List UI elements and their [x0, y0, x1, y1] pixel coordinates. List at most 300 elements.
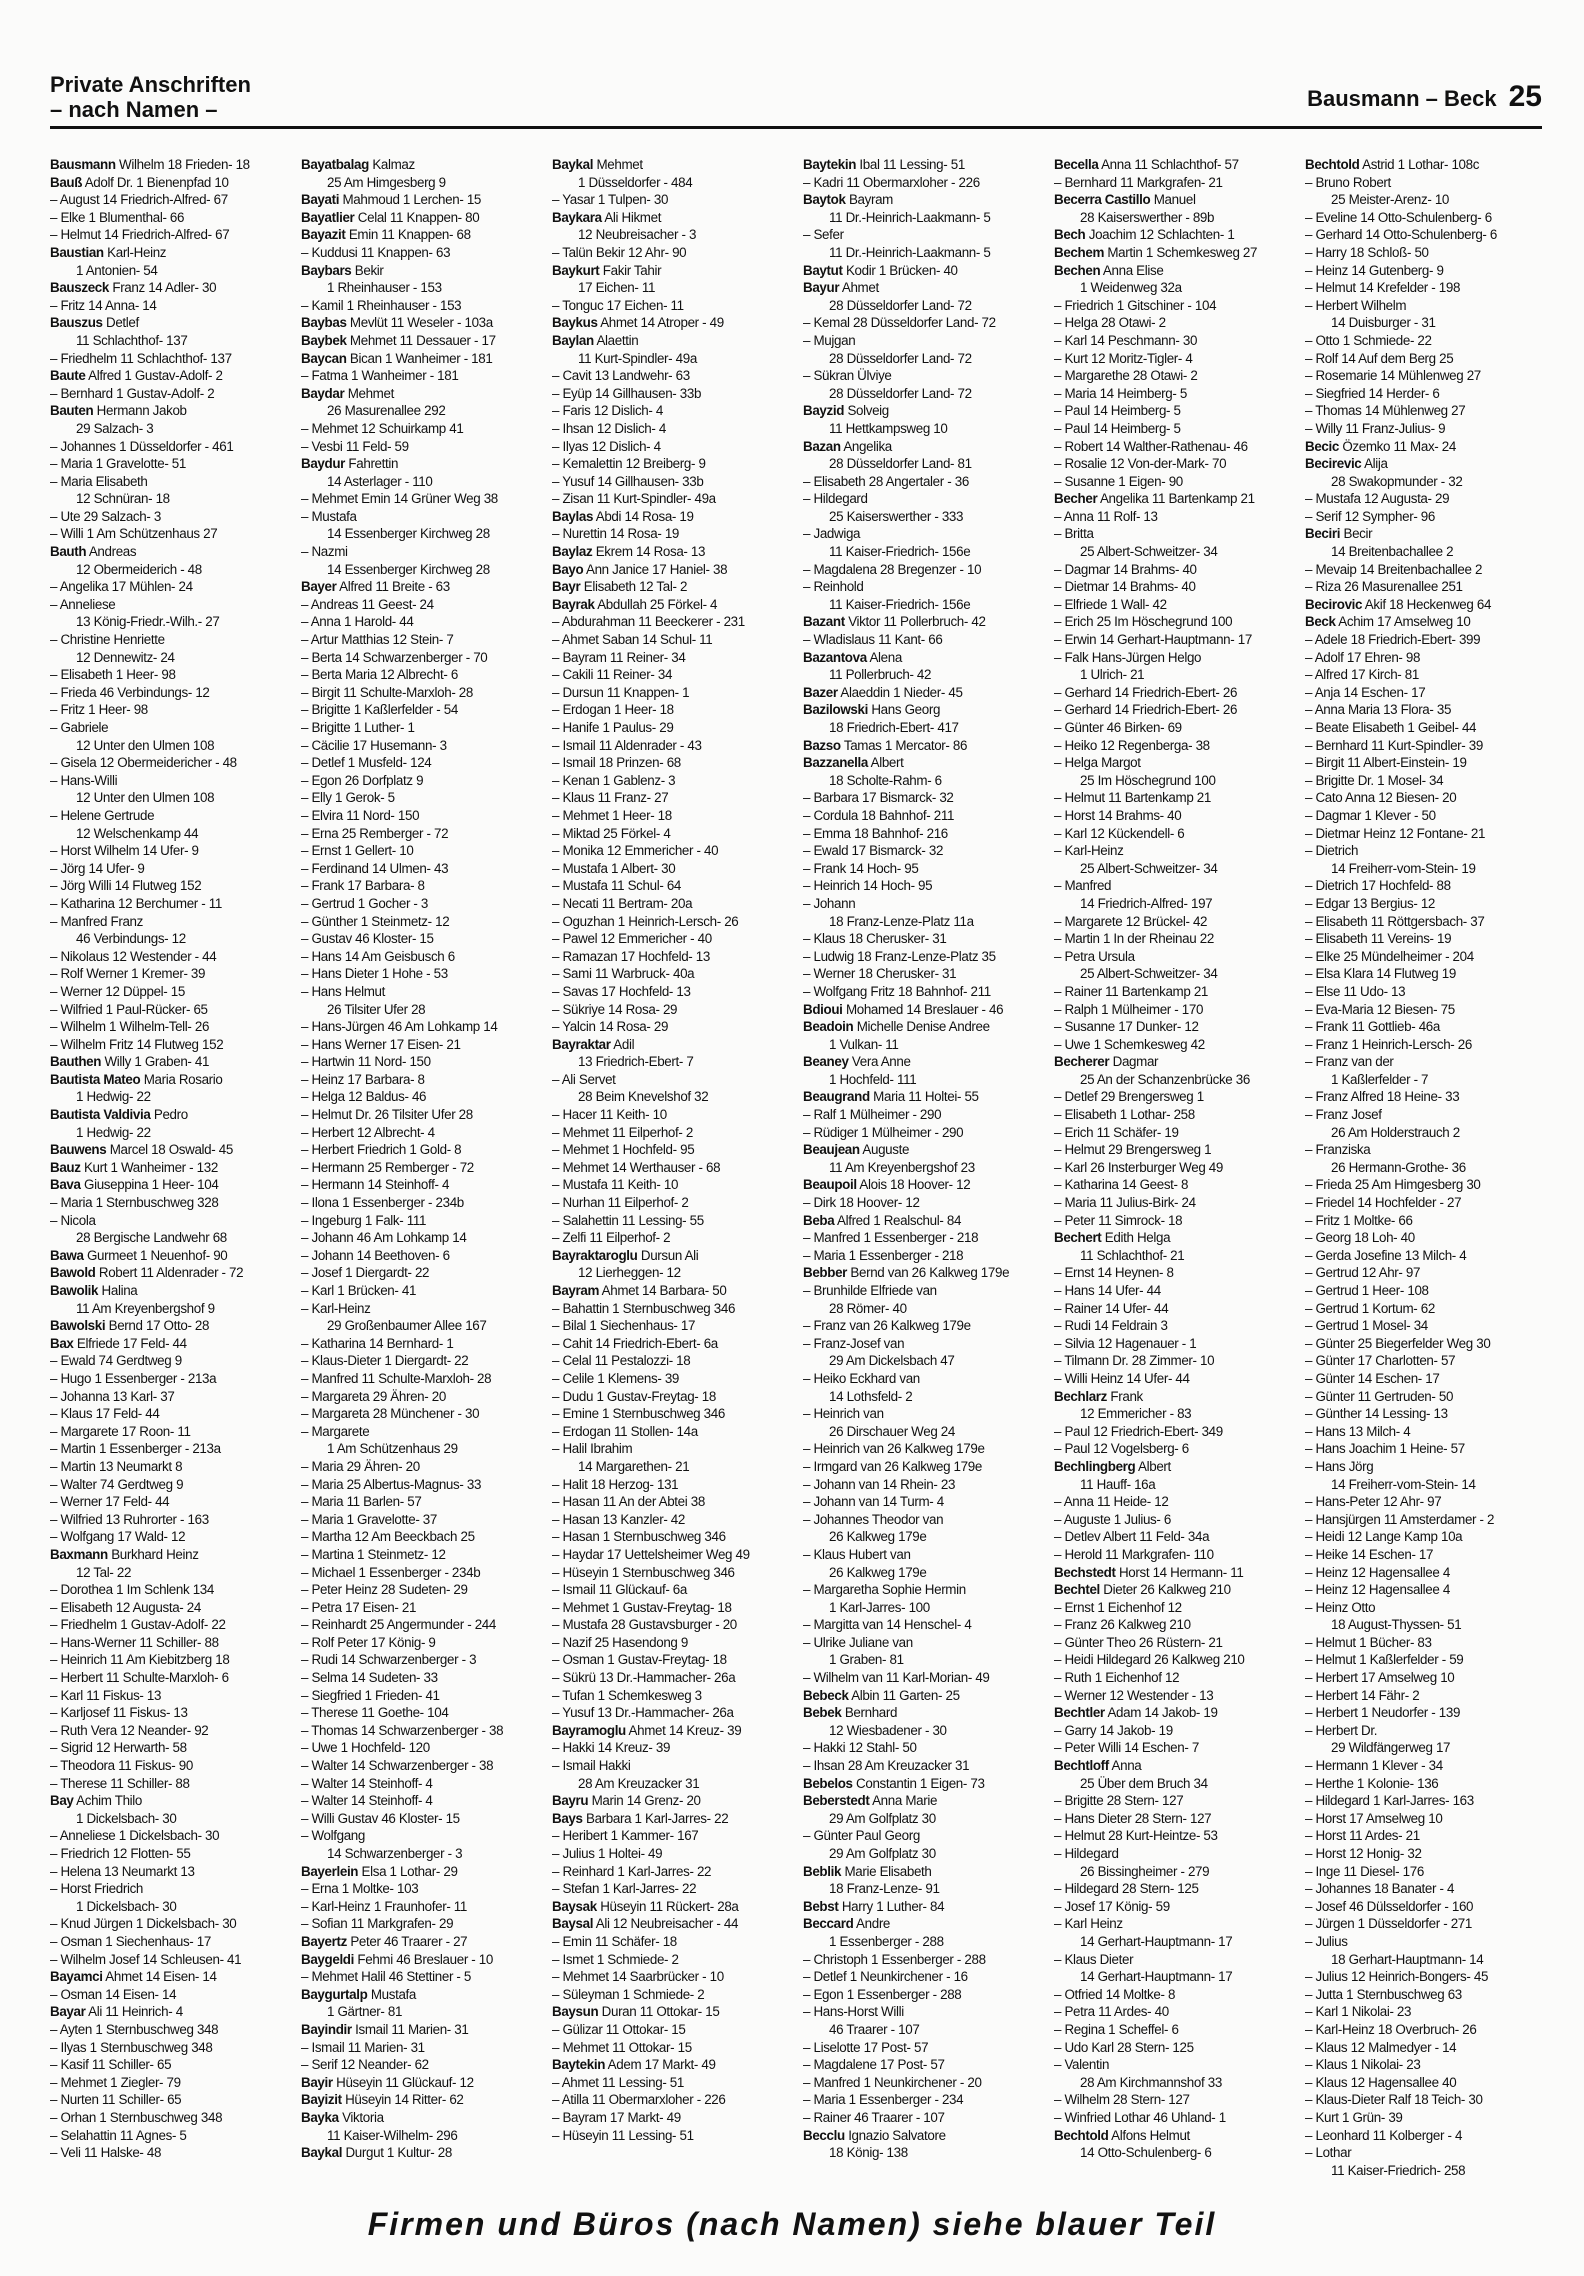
- entry-text: Elisabeth 12 Tal- 2: [583, 579, 688, 595]
- entry-text: Ahmet 14 Barbara- 50: [601, 1283, 727, 1298]
- entry-text: – Maria 1 Gravelotte- 51: [50, 456, 186, 472]
- entry-text: 28 Kaiserswerther - 89b: [1080, 209, 1215, 225]
- surname: Baykara: [552, 209, 602, 225]
- directory-entry: [1054, 1440, 1293, 1458]
- surname: Beadoin: [803, 1019, 854, 1035]
- directory-entry: [50, 1810, 289, 1828]
- directory-entry: [1305, 438, 1544, 456]
- entry-text: – Ali Servet: [552, 1071, 616, 1087]
- entry-text: Dursun Ali: [640, 1247, 699, 1263]
- entry-text: – Tonguc 17 Eichen- 11: [552, 297, 684, 313]
- directory-entry: [1305, 1053, 1544, 1071]
- entry-text: – Wolfgang: [301, 1828, 365, 1844]
- directory-entry: [50, 438, 289, 456]
- surname: Becirovic: [1305, 596, 1363, 612]
- directory-entry: [1305, 420, 1544, 438]
- entry-text: – Harry 18 Schloß- 50: [1305, 244, 1429, 260]
- entry-text: – Herbert 12 Albrecht- 4: [301, 1124, 435, 1140]
- directory-entry: [1054, 807, 1293, 825]
- entry-text: 17 Eichen- 11: [578, 280, 656, 296]
- surname: Bausmann: [50, 157, 116, 172]
- entry-text: – Hansjürgen 11 Amsterdamer - 2: [1305, 1511, 1495, 1527]
- directory-entry: [301, 666, 540, 684]
- entry-text: Halina: [101, 1283, 138, 1298]
- entry-text: – Paul 14 Heimberg- 5: [1054, 420, 1181, 436]
- entry-text: – Mustafa 12 Augusta- 29: [1305, 491, 1450, 507]
- directory-entry: [1054, 209, 1293, 227]
- entry-text: 14 Friedrich-Alfred- 197: [1080, 895, 1213, 911]
- entry-text: – Christine Henriette: [50, 632, 165, 648]
- directory-entry: [1054, 367, 1293, 385]
- directory-entry: [552, 983, 791, 1001]
- entry-text: 11 Dr.-Heinrich-Laakmann- 5: [829, 209, 991, 225]
- directory-entry: [1305, 1616, 1544, 1634]
- directory-entry: [301, 877, 540, 895]
- directory-entry: [301, 332, 540, 350]
- entry-text: – Pawel 12 Emmericher - 40: [552, 931, 712, 947]
- directory-entry: [301, 1264, 540, 1282]
- directory-entry: [1054, 1669, 1293, 1687]
- entry-text: – Erna 25 Remberger - 72: [301, 825, 449, 841]
- directory-entry: [301, 367, 540, 385]
- entry-text: 12 Obermeiderich - 48: [76, 561, 202, 577]
- directory-entry: [301, 279, 540, 297]
- directory-entry: [803, 930, 1042, 948]
- directory-entry: [803, 965, 1042, 983]
- entry-text: – Susanne 17 Dunker- 12: [1054, 1019, 1199, 1035]
- directory-entry: [50, 578, 289, 596]
- entry-text: – Ihsan 12 Dislich- 4: [552, 420, 666, 436]
- entry-text: – Günter 46 Birken- 69: [1054, 720, 1182, 735]
- entry-text: – Hans-Willi: [50, 772, 118, 788]
- directory-entry: [803, 807, 1042, 825]
- entry-text: 26 Am Holderstrauch 2: [1331, 1124, 1460, 1140]
- surname: Baysak: [552, 1898, 597, 1914]
- directory-entry: [50, 226, 289, 244]
- directory-entry: [552, 1739, 791, 1757]
- entry-text: – Franz van 26 Kalkweg 179e: [803, 1318, 971, 1334]
- entry-text: 26 Kalkweg 179e: [829, 1529, 927, 1545]
- directory-entry: [301, 1951, 540, 1969]
- surname: Bayraktar: [552, 1036, 611, 1052]
- entry-text: – Mehmet 1 Hochfeld- 95: [552, 1142, 695, 1158]
- directory-entry: [552, 1300, 791, 1318]
- directory-entry: [803, 1388, 1042, 1406]
- entry-text: Peter 46 Traarer - 27: [350, 1933, 468, 1949]
- entry-text: – Beate Elisabeth 1 Geibel- 44: [1305, 720, 1477, 735]
- directory-entry: [552, 420, 791, 438]
- directory-entry: [301, 473, 540, 491]
- directory-entry: [1054, 1247, 1293, 1265]
- entry-text: – Elisabeth 12 Augusta- 24: [50, 1599, 201, 1615]
- directory-entry: [552, 1722, 791, 1740]
- directory-entry: [50, 701, 289, 719]
- directory-entry: [1054, 156, 1293, 174]
- directory-entry: [301, 2091, 540, 2109]
- surname: Bax: [50, 1335, 74, 1351]
- directory-entry: [301, 2003, 540, 2021]
- directory-entry: [50, 1229, 289, 1247]
- directory-entry: [301, 1423, 540, 1441]
- entry-text: – Falk Hans-Jürgen Helgo: [1054, 649, 1202, 665]
- directory-column: [1305, 156, 1544, 2216]
- surname: Bayertz: [301, 1933, 347, 1949]
- directory-entry: [301, 2074, 540, 2092]
- directory-entry: [803, 1476, 1042, 1494]
- surname: Beaupoil: [803, 1177, 857, 1193]
- directory-entry: [1054, 1159, 1293, 1177]
- entry-text: 25 Albert-Schweitzer- 34: [1080, 544, 1218, 560]
- directory-entry: [1305, 772, 1544, 790]
- directory-entry: [50, 1106, 289, 1124]
- surname: Baykal: [301, 2145, 343, 2161]
- directory-entry: [1054, 1282, 1293, 1300]
- surname: Bayamci: [50, 1969, 103, 1985]
- entry-text: – Helmut Dr. 26 Tilsiter Ufer 28: [301, 1107, 473, 1123]
- entry-text: – Heike 14 Eschen- 17: [1305, 1546, 1434, 1562]
- entry-text: Astrid 1 Lothar- 108c: [1362, 157, 1480, 172]
- entry-text: 29 Wildfängerweg 17: [1331, 1740, 1451, 1756]
- directory-entry: [552, 684, 791, 702]
- entry-text: 18 Gerhart-Hauptmann- 14: [1331, 1951, 1484, 1967]
- surname: Bautista Mateo: [50, 1071, 141, 1087]
- directory-entry: [1305, 262, 1544, 280]
- entry-text: – Christoph 1 Essenberger - 288: [803, 1951, 986, 1967]
- directory-entry: [1305, 1933, 1544, 1951]
- entry-text: – Siegfried 14 Herder- 6: [1305, 385, 1440, 401]
- entry-text: – Werner 12 Westender - 13: [1054, 1687, 1214, 1703]
- entry-text: 11 Kaiser-Friedrich- 156e: [829, 596, 971, 612]
- directory-entry: [552, 1335, 791, 1353]
- directory-entry: [1054, 789, 1293, 807]
- entry-text: – Hartwin 11 Nord- 150: [301, 1054, 431, 1070]
- directory-entry: [1305, 1687, 1544, 1705]
- directory-entry: [301, 1300, 540, 1318]
- entry-text: Marin 14 Grenz- 20: [591, 1793, 701, 1809]
- entry-text: – Klaus 11 Franz- 27: [552, 790, 669, 806]
- directory-entry: [50, 2056, 289, 2074]
- entry-text: Achim 17 Amselweg 10: [1338, 614, 1471, 630]
- entry-text: – Emma 18 Bahnhof- 216: [803, 825, 948, 841]
- directory-entry: [803, 1845, 1042, 1863]
- directory-entry: [1054, 438, 1293, 456]
- directory-entry: [1054, 930, 1293, 948]
- entry-text: – Johannes 18 Banater - 4: [1305, 1881, 1455, 1897]
- directory-entry: [552, 1775, 791, 1793]
- directory-entry: [552, 666, 791, 684]
- directory-entry: [1054, 1599, 1293, 1617]
- directory-entry: [552, 350, 791, 368]
- directory-entry: [1054, 1370, 1293, 1388]
- surname: Bauthen: [50, 1054, 102, 1070]
- directory-column: [301, 156, 540, 2216]
- directory-entry: [803, 1616, 1042, 1634]
- entry-text: Kurt 1 Wanheimer - 132: [83, 1159, 218, 1175]
- entry-text: Dieter 26 Kalkweg 210: [1103, 1582, 1231, 1598]
- directory-entry: [803, 1880, 1042, 1898]
- entry-text: – Manfred: [1054, 878, 1112, 894]
- directory-entry: [803, 1687, 1042, 1705]
- directory-entry: [50, 649, 289, 667]
- entry-text: Hüseyin 11 Rückert- 28a: [600, 1898, 739, 1914]
- entry-text: – Reinhard 1 Karl-Jarres- 22: [552, 1863, 712, 1879]
- directory-entry: [1054, 1827, 1293, 1845]
- directory-entry: [1305, 1915, 1544, 1933]
- directory-entry: [552, 1141, 791, 1159]
- surname: Bauten: [50, 403, 94, 419]
- directory-entry: [1054, 2021, 1293, 2039]
- directory-entry: [552, 1124, 791, 1142]
- directory-entry: [552, 1704, 791, 1722]
- surname: Bayr: [552, 579, 581, 595]
- directory-entry: [803, 297, 1042, 315]
- directory-entry: [1305, 332, 1544, 350]
- directory-entry: [1305, 2091, 1544, 2109]
- directory-entry: [803, 737, 1042, 755]
- directory-entry: [301, 719, 540, 737]
- entry-text: 11 Am Kreyenbergshof 9: [76, 1300, 215, 1316]
- entry-text: – Sefer: [803, 227, 844, 243]
- entry-text: 1 Vulkan- 11: [829, 1036, 899, 1052]
- entry-text: – Mustafa: [301, 508, 357, 524]
- directory-entry: [1305, 842, 1544, 860]
- surname: Baustian: [50, 244, 104, 260]
- directory-entry: [803, 402, 1042, 420]
- surname: Bechen: [1054, 262, 1101, 278]
- entry-text: 1 Dickelsbach- 30: [76, 1810, 177, 1826]
- directory-entry: [50, 1335, 289, 1353]
- entry-text: – Ludwig 18 Franz-Lenze-Platz 35: [803, 948, 996, 964]
- directory-entry: [803, 754, 1042, 772]
- surname: Baydur: [301, 456, 346, 472]
- directory-entry: [552, 1282, 791, 1300]
- directory-entry: [803, 1440, 1042, 1458]
- entry-text: – Hakki 14 Kreuz- 39: [552, 1740, 671, 1756]
- entry-text: – Rüdiger 1 Mülheimer - 290: [803, 1124, 964, 1140]
- directory-entry: [1305, 930, 1544, 948]
- directory-entry: [552, 2109, 791, 2127]
- entry-text: – Manfred 1 Neunkirchener - 20: [803, 2074, 982, 2090]
- directory-entry: [803, 1581, 1042, 1599]
- entry-text: 46 Verbindungs- 12: [76, 931, 186, 947]
- entry-text: Solveig: [847, 403, 889, 419]
- entry-text: 11 Kaiser-Friedrich- 156e: [829, 544, 971, 560]
- entry-text: – Gerda Josefine 13 Milch- 4: [1305, 1247, 1467, 1263]
- surname: Baycan: [301, 350, 347, 366]
- directory-entry: [1305, 1476, 1544, 1494]
- entry-text: Marie Elisabeth: [844, 1863, 932, 1879]
- surname: Becher: [1054, 491, 1098, 507]
- directory-entry: [1305, 1634, 1544, 1652]
- entry-text: Adam 14 Jakob- 19: [1107, 1705, 1218, 1721]
- directory-entry: [1054, 1968, 1293, 1986]
- surname: Bauz: [50, 1159, 81, 1175]
- directory-entry: [50, 455, 289, 473]
- directory-entry: [301, 1405, 540, 1423]
- entry-text: – Heinrich van: [803, 1406, 884, 1422]
- directory-entry: [1305, 367, 1544, 385]
- directory-entry: [803, 314, 1042, 332]
- directory-entry: [552, 438, 791, 456]
- page-header-title: [50, 72, 251, 122]
- entry-text: – Herbert 1 Neudorfer - 139: [1305, 1705, 1461, 1721]
- directory-entry: [1054, 1036, 1293, 1054]
- surname: Becclu: [803, 2127, 845, 2143]
- directory-entry: [552, 1071, 791, 1089]
- directory-entry: [803, 948, 1042, 966]
- entry-text: – Erich 11 Schäfer- 19: [1054, 1124, 1179, 1140]
- directory-entry: [50, 1493, 289, 1511]
- entry-text: – Eveline 14 Otto-Schulenberg- 6: [1305, 209, 1492, 225]
- entry-text: 28 Düsseldorfer Land- 72: [829, 350, 972, 366]
- entry-text: 14 Lothsfeld- 2: [829, 1388, 913, 1404]
- entry-text: – Nurettin 14 Rosa- 19: [552, 526, 680, 542]
- entry-text: – Ismail 11 Aldenrader - 43: [552, 737, 702, 753]
- directory-entry: [50, 948, 289, 966]
- directory-entry: [1054, 1018, 1293, 1036]
- entry-text: – Willi Gustav 46 Kloster- 15: [301, 1810, 460, 1826]
- surname: Bazer: [803, 684, 838, 700]
- entry-text: – Margitta van 14 Henschel- 4: [803, 1617, 972, 1633]
- entry-text: Wilhelm 18 Frieden- 18: [119, 157, 250, 172]
- directory-entry: [803, 1335, 1042, 1353]
- directory-entry: [803, 455, 1042, 473]
- entry-text: – Serif 12 Sympher- 96: [1305, 508, 1435, 524]
- entry-text: Joachim 12 Schlachten- 1: [1088, 227, 1235, 243]
- directory-entry: [1054, 561, 1293, 579]
- directory-entry: [301, 1739, 540, 1757]
- entry-text: Alena: [869, 649, 902, 665]
- entry-text: Viktoria: [342, 2109, 384, 2125]
- directory-entry: [1305, 473, 1544, 491]
- entry-text: – Karl-Heinz: [301, 1300, 371, 1316]
- directory-entry: [1305, 1722, 1544, 1740]
- entry-text: – Günter 14 Eschen- 17: [1305, 1370, 1440, 1386]
- directory-entry: [50, 473, 289, 491]
- directory-entry: [1305, 737, 1544, 755]
- surname: Becherer: [1054, 1054, 1110, 1070]
- directory-entry: [301, 156, 540, 174]
- entry-text: Mehmet: [596, 157, 643, 172]
- entry-text: Frank: [1110, 1388, 1143, 1404]
- entry-text: – Margarethe 28 Otawi- 2: [1054, 368, 1198, 384]
- entry-text: – Katharina 14 Geest- 8: [1054, 1177, 1189, 1193]
- directory-entry: [301, 490, 540, 508]
- directory-entry: [552, 2039, 791, 2057]
- directory-entry: [50, 1458, 289, 1476]
- directory-entry: [552, 1106, 791, 1124]
- entry-text: – Mevaip 14 Breitenbachallee 2: [1305, 561, 1483, 577]
- entry-text: Dagmar: [1112, 1054, 1159, 1070]
- directory-entry: [1305, 1845, 1544, 1863]
- directory-entry: [1305, 1352, 1544, 1370]
- entry-text: – Michael 1 Essenberger - 234b: [301, 1564, 481, 1580]
- directory-entry: [301, 1440, 540, 1458]
- surname: Bayru: [552, 1793, 589, 1809]
- directory-entry: [1054, 1739, 1293, 1757]
- directory-entry: [552, 737, 791, 755]
- directory-entry: [50, 174, 289, 192]
- directory-entry: [301, 578, 540, 596]
- directory-entry: [1054, 1405, 1293, 1423]
- entry-text: – Nurten 11 Schiller- 65: [50, 2092, 182, 2108]
- entry-text: 12 Wiesbadener - 30: [829, 1722, 947, 1738]
- directory-entry: [50, 895, 289, 913]
- directory-entry: [1305, 1212, 1544, 1230]
- surname: Bayram: [552, 1283, 600, 1298]
- directory-entry: [301, 1722, 540, 1740]
- directory-entry: [50, 1212, 289, 1230]
- directory-entry: [301, 1669, 540, 1687]
- entry-text: – Mehmet Halil 46 Stettiner - 5: [301, 1969, 472, 1985]
- entry-text: – Franziska: [1305, 1142, 1371, 1158]
- entry-text: – Hans 13 Milch- 4: [1305, 1423, 1411, 1439]
- directory-entry: [1054, 913, 1293, 931]
- directory-entry: [552, 508, 791, 526]
- entry-text: – Erwin 14 Gerhart-Hauptmann- 17: [1054, 632, 1252, 648]
- entry-text: – Horst 14 Brahms- 40: [1054, 807, 1182, 823]
- directory-entry: [50, 1264, 289, 1282]
- directory-entry: [803, 2109, 1042, 2127]
- entry-text: Ali Hikmet: [604, 209, 662, 225]
- directory-entry: [1054, 332, 1293, 350]
- entry-text: – Ernst 14 Heynen- 8: [1054, 1265, 1174, 1281]
- entry-text: – Helmut 1 Bücher- 83: [1305, 1634, 1432, 1650]
- directory-entry: [1305, 1229, 1544, 1247]
- entry-text: 1 Kaßlerfelder - 7: [1331, 1071, 1429, 1087]
- entry-text: – Therese 11 Schiller- 88: [50, 1775, 190, 1791]
- directory-entry: [552, 1546, 791, 1564]
- directory-entry: [1305, 1141, 1544, 1159]
- directory-entry: [1305, 1176, 1544, 1194]
- entry-text: Angelika 11 Bartenkamp 21: [1099, 491, 1255, 507]
- directory-entry: [1054, 1352, 1293, 1370]
- surname: Bechtold: [1054, 2127, 1109, 2143]
- entry-text: – Brigitte 1 Luther- 1: [301, 720, 415, 735]
- entry-text: – Inge 11 Diesel- 176: [1305, 1863, 1424, 1879]
- directory-entry: [803, 631, 1042, 649]
- directory-entry: [803, 1212, 1042, 1230]
- entry-text: 1 Antonien- 54: [76, 262, 158, 278]
- entry-text: – Hüseyin 11 Lessing- 51: [552, 2127, 694, 2143]
- entry-text: – Ismail 11 Glückauf- 6a: [552, 1582, 687, 1598]
- directory-entry: [1054, 1634, 1293, 1652]
- directory-entry: [1305, 1088, 1544, 1106]
- surname: Bayatlier: [301, 209, 355, 225]
- directory-entry: [301, 825, 540, 843]
- entry-text: 11 Kaiser-Wilhelm- 296: [327, 2127, 458, 2143]
- entry-text: – Helmut 29 Brengersweg 1: [1054, 1142, 1212, 1158]
- entry-text: – Ahmet Saban 14 Schul- 11: [552, 632, 713, 648]
- directory-entry: [552, 1933, 791, 1951]
- surname: Bayazit: [301, 227, 346, 243]
- directory-entry: [803, 1915, 1042, 1933]
- entry-text: – Maria 11 Julius-Birk- 24: [1054, 1195, 1196, 1211]
- entry-text: 1 Gärtner- 81: [327, 2004, 403, 2020]
- entry-text: – Kemal 28 Düsseldorfer Land- 72: [803, 315, 996, 331]
- directory-entry: [50, 1405, 289, 1423]
- entry-text: Harry 1 Luther- 84: [841, 1898, 945, 1914]
- entry-text: Ibal 11 Lessing- 51: [859, 157, 965, 172]
- entry-text: – Yusuf 14 Gillhausen- 33b: [552, 473, 704, 489]
- entry-text: Anna Marie: [872, 1793, 938, 1809]
- directory-entry: [50, 1141, 289, 1159]
- directory-entry: [803, 1176, 1042, 1194]
- entry-text: 46 Traarer - 107: [829, 2021, 920, 2037]
- directory-entry: [301, 1915, 540, 1933]
- directory-entry: [301, 314, 540, 332]
- entry-text: – Ingeburg 1 Falk- 111: [301, 1212, 427, 1228]
